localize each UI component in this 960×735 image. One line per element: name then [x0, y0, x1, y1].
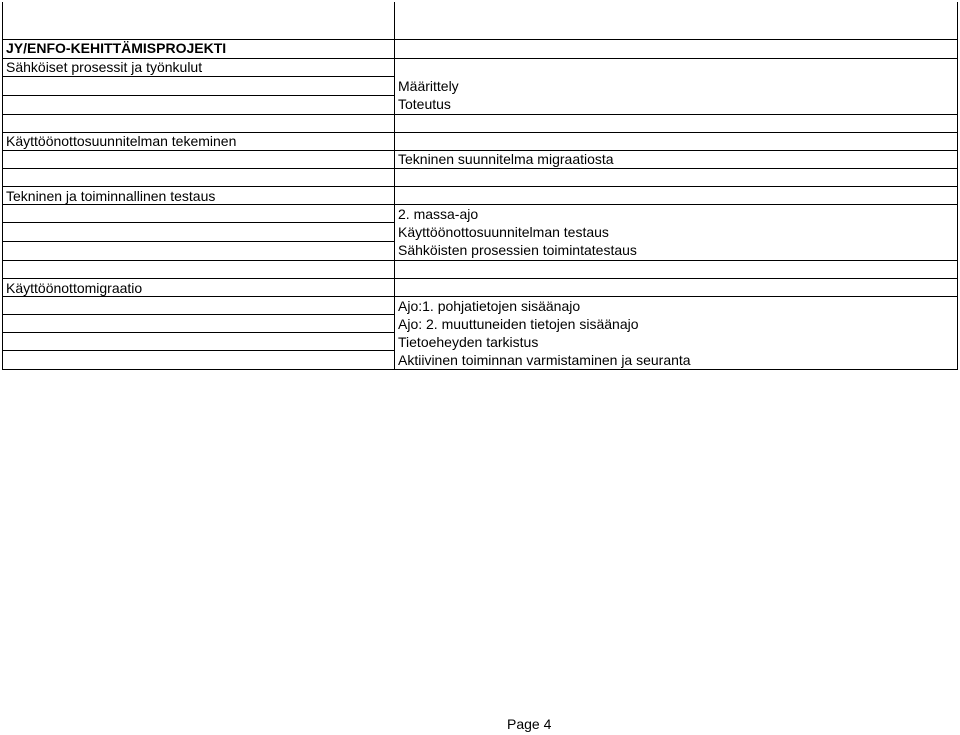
grid-line: [2, 168, 958, 169]
run-1-task: Ajo:1. pohjatietojen sisäänajo: [398, 298, 581, 314]
run-2-task: Ajo: 2. muuttuneiden tietojen sisäänajo: [398, 316, 639, 332]
project-title: JY/ENFO-KEHITTÄMISPROJEKTI: [6, 40, 227, 56]
data-check-task: Tietoeheyden tarkistus: [398, 334, 539, 350]
spreadsheet-table: [2, 2, 958, 370]
grid-line: [2, 114, 958, 115]
monitoring-task: Aktiivinen toiminnan varmistaminen ja seuranta: [398, 352, 691, 368]
migration-plan-task: Tekninen suunnitelma migraatiosta: [398, 151, 614, 167]
grid-line: [2, 260, 958, 261]
implementation-task: Toteutus: [398, 96, 451, 112]
grid-line-left: [2, 95, 394, 96]
grid-line-left: [2, 314, 394, 315]
technical-testing-label: Tekninen ja toiminnallinen testaus: [6, 188, 216, 204]
grid-line-left: [2, 76, 394, 77]
definition-task: Määrittely: [398, 78, 459, 94]
deployment-migration-label: Käyttöönottomigraatio: [6, 280, 143, 296]
grid-line: [2, 278, 958, 279]
deployment-planning-label: Käyttöönottosuunnitelman tekeminen: [6, 133, 237, 149]
grid-line-left: [2, 241, 394, 242]
page-number: Page 4: [507, 716, 552, 732]
grid-line: [2, 369, 958, 370]
project-subtitle: Sähköiset prosessit ja työnkulut: [6, 59, 203, 75]
grid-line-left: [2, 222, 394, 223]
process-testing-task: Sähköisten prosessien toimintatestaus: [398, 242, 637, 258]
plan-testing-task: Käyttöönottosuunnitelman testaus: [398, 224, 609, 240]
mass-run-task: 2. massa-ajo: [398, 206, 479, 222]
grid-line-left: [2, 350, 394, 351]
grid-line-left: [2, 332, 394, 333]
